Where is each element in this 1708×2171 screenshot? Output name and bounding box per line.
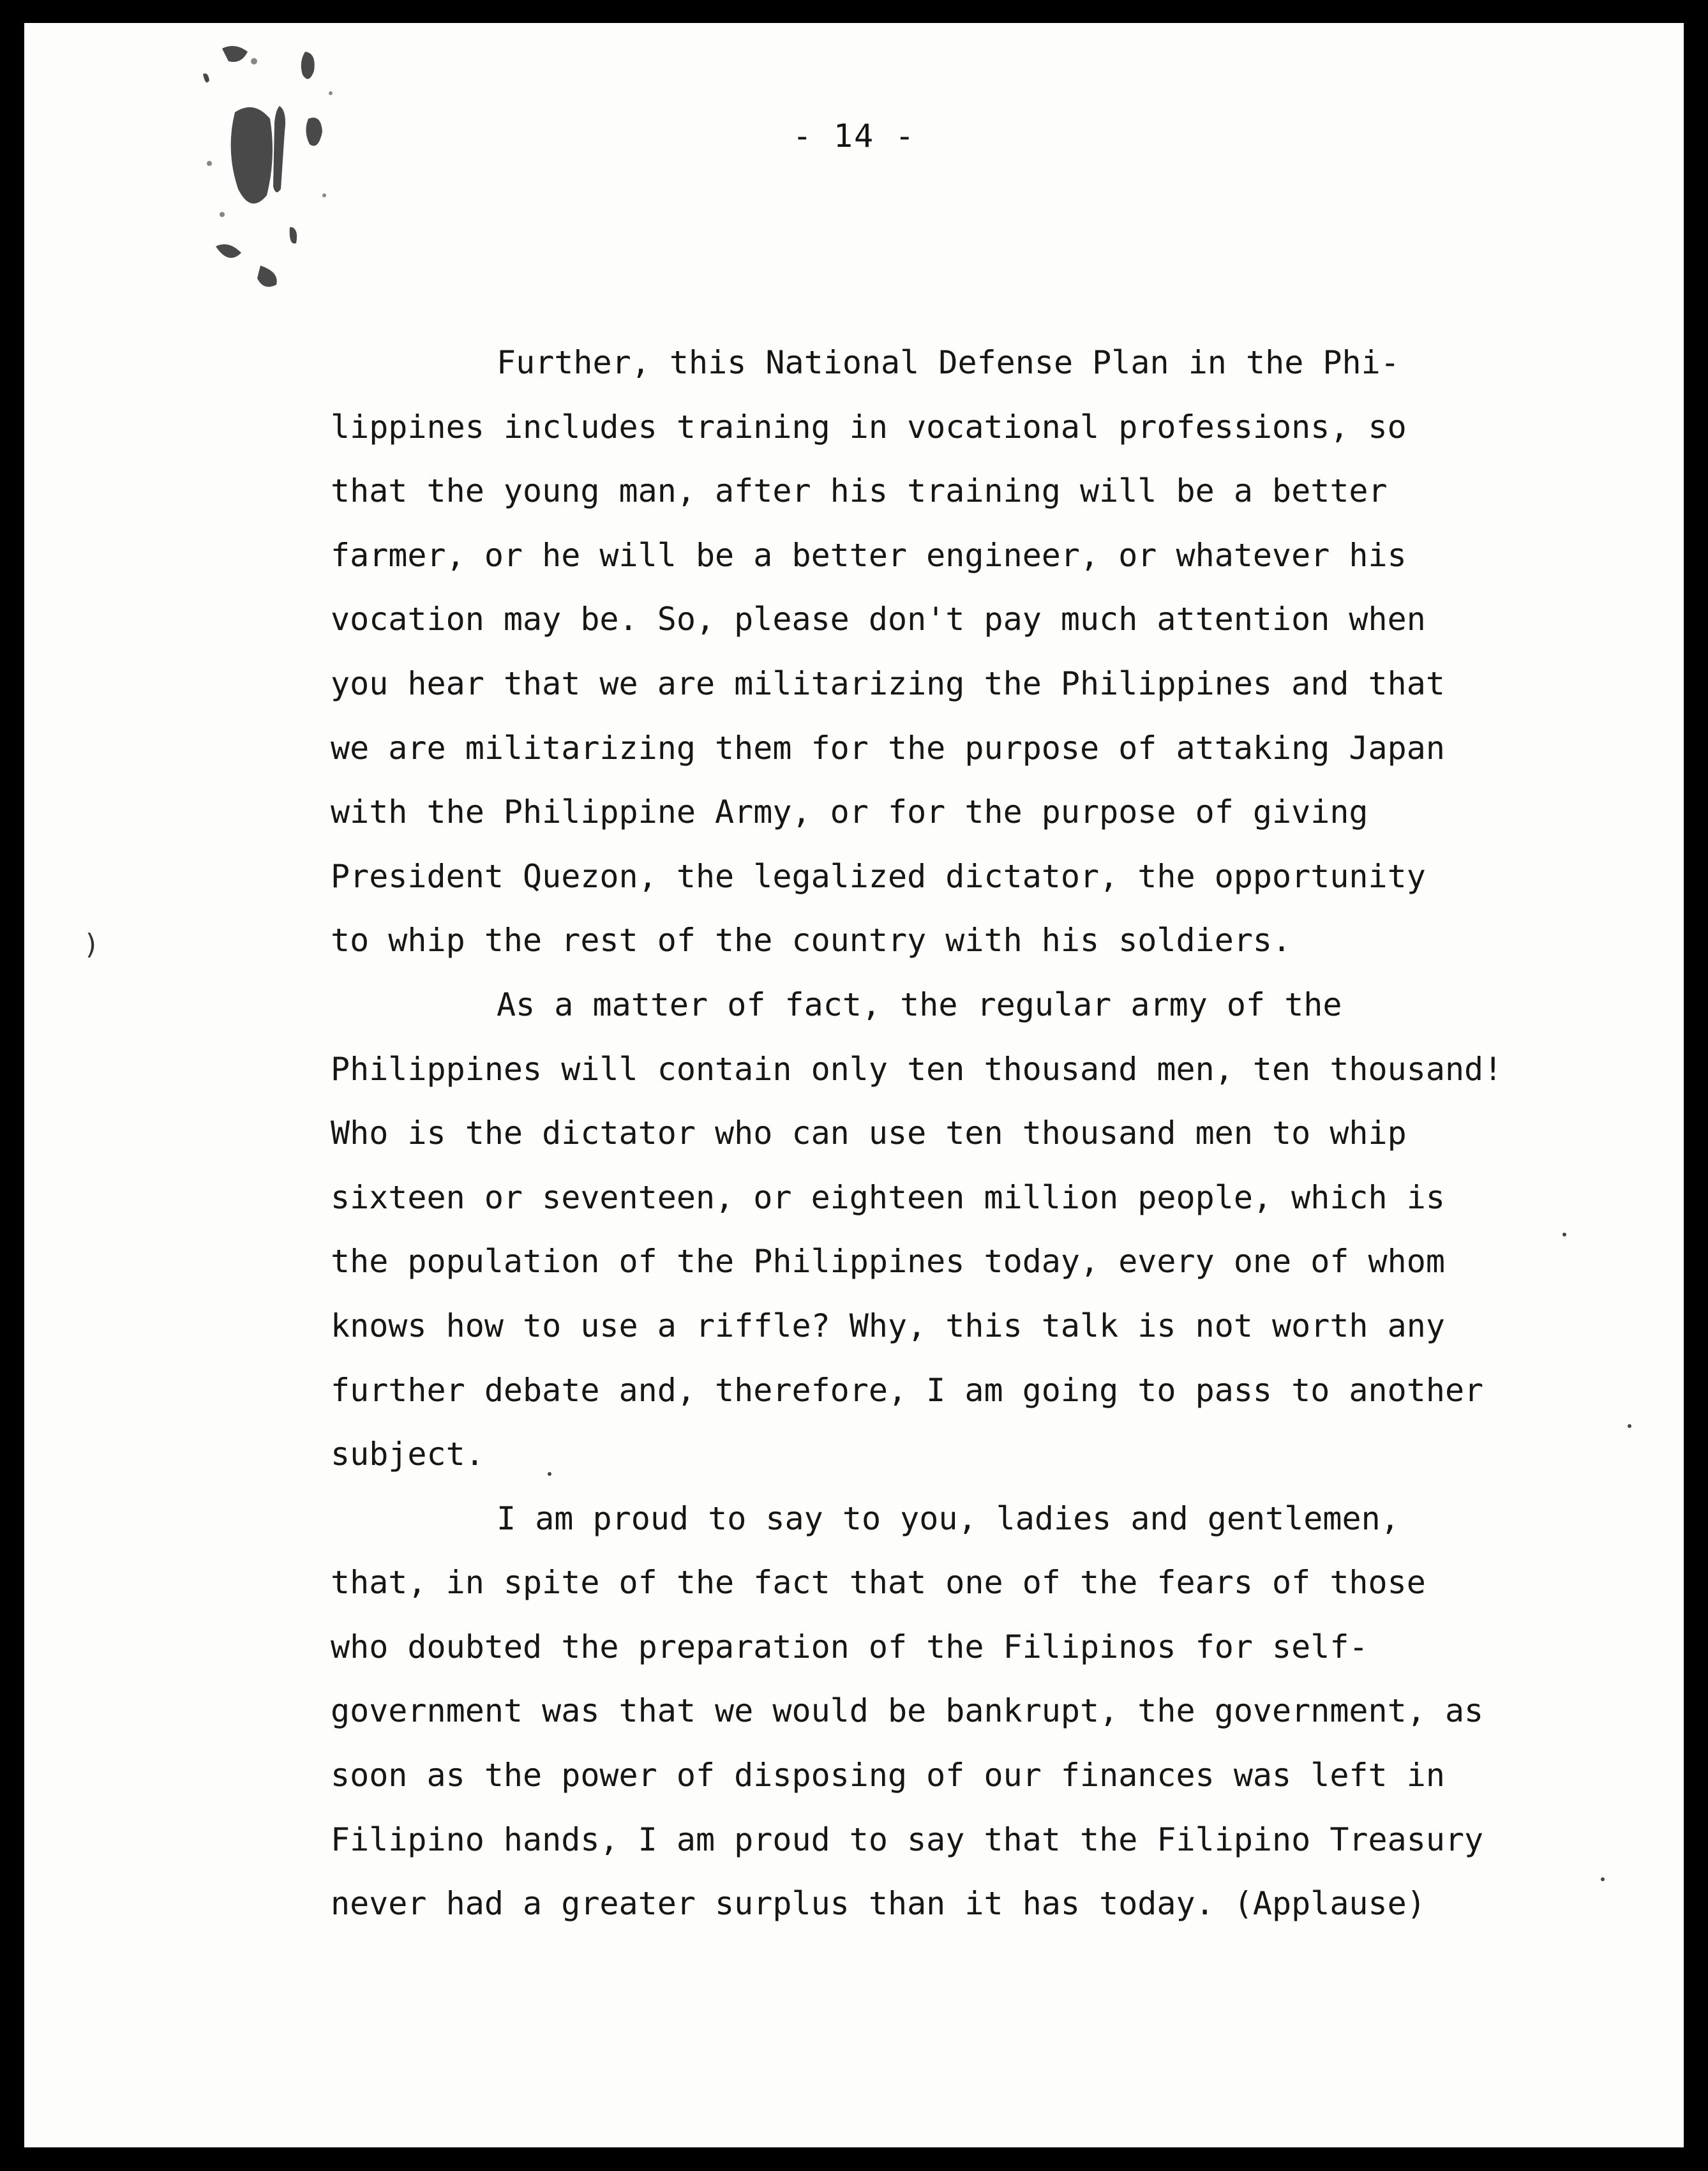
text-line: lippines includes training in vocational professions, so [331, 408, 1407, 446]
paragraph-defense-plan [331, 331, 1594, 973]
text-line: that the young man, after his training will be a better [331, 472, 1388, 510]
text-line: sixteen or seventeen, or eighteen million people, which is [331, 1178, 1445, 1216]
text-line: government was that we would be bankrupt, the government, as [331, 1692, 1484, 1730]
page-number: - 14 - [792, 117, 916, 154]
ink-smudge-stamp [197, 36, 363, 304]
paper-speck [1628, 1424, 1631, 1428]
text-line: you hear that we are militarizing the Philippines and that [331, 665, 1445, 702]
paper-speck [1562, 1233, 1566, 1236]
document-page [24, 23, 1684, 2147]
text-line: we are militarizing them for the purpose of attaking Japan [331, 729, 1445, 767]
text-line: never had a greater surplus than it has today. (Applause) [331, 1885, 1426, 1923]
text-line: further debate and, therefore, I am going to pass to another [331, 1371, 1484, 1409]
text-line: that, in spite of the fact that one of the fears of those [331, 1564, 1426, 1602]
text-line: farmer, or he will be a better engineer, or whatever his [331, 536, 1407, 574]
text-line: who doubted the preparation of the Filipinos for self- [331, 1628, 1368, 1665]
text-line: to whip the rest of the country with his soldiers. [331, 922, 1292, 959]
text-line: soon as the power of disposing of our finances was left in [331, 1757, 1445, 1794]
text-line: Who is the dictator who can use ten thousand men to whip [331, 1115, 1407, 1152]
text-line: As a matter of fact, the regular army of the [497, 986, 1342, 1023]
text-line: Filipino hands, I am proud to say that the Filipino Treasury [331, 1821, 1484, 1858]
text-line: I am proud to say to you, ladies and gentlemen, [497, 1499, 1400, 1537]
paper-speck [548, 1472, 551, 1476]
paper-speck [1601, 1877, 1605, 1881]
text-line: Philippines will contain only ten thousand men, ten thousand! [331, 1050, 1503, 1088]
text-line: Further, this National Defense Plan in the Phi- [497, 344, 1400, 381]
text-line: vocation may be. So, please don't pay much attention when [331, 601, 1426, 638]
paragraph-treasury [331, 1487, 1594, 1936]
body-text [331, 331, 1594, 1936]
text-line: President Quezon, the legalized dictator, the opportunity [331, 857, 1426, 895]
text-line: subject. [331, 1436, 484, 1473]
text-line: the population of the Philippines today, every one of whom [331, 1243, 1445, 1281]
paragraph-regular-army [331, 973, 1594, 1487]
text-line: with the Philippine Army, or for the purpose of giving [331, 793, 1368, 831]
margin-mark: ) [83, 928, 100, 961]
text-line: knows how to use a riffle? Why, this talk is not worth any [331, 1307, 1445, 1344]
